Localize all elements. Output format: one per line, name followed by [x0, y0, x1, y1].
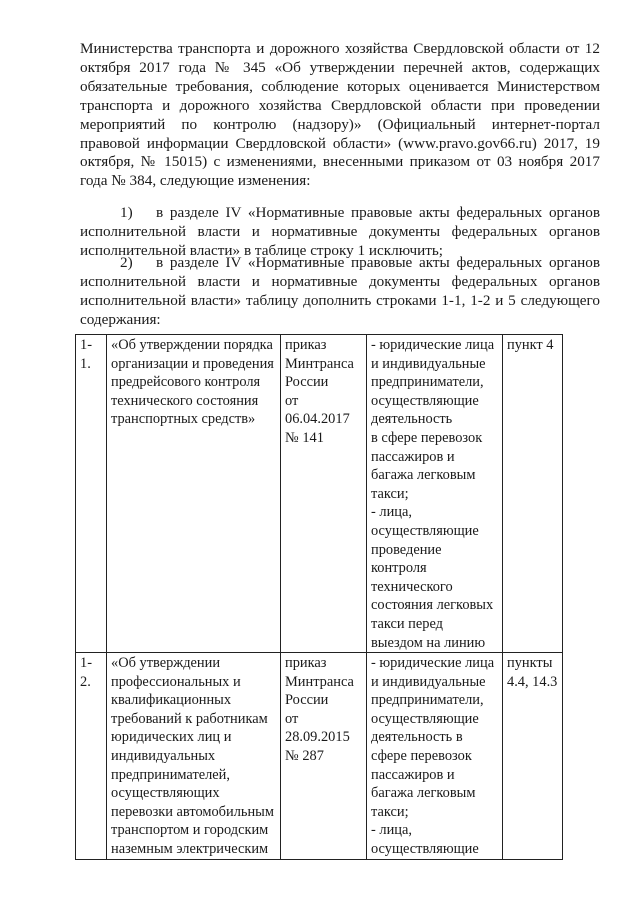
cell-line: проведение [371, 541, 442, 558]
cell-line: требований к работникам [111, 710, 268, 727]
cell-line: юридических лиц и [111, 729, 232, 746]
cell-line: технического состояния [111, 392, 259, 409]
cell-line: осуществляющих [111, 785, 220, 802]
amendment-item-1 [80, 204, 600, 261]
amendment-item-number: 1) [120, 204, 133, 221]
cell-regulated-subjects [367, 653, 503, 860]
table-row [76, 653, 563, 860]
cell-line: организации и проведения [111, 355, 274, 372]
cell-line: 28.09.2015 [285, 729, 350, 746]
cell-line: багажа легковым [371, 467, 476, 484]
cell-line: осуществляющие [371, 710, 479, 727]
cell-line: перевозки автомобильным [111, 803, 274, 820]
cell-line: квалификационных [111, 692, 232, 709]
cell-line: состояния легковых [371, 597, 494, 614]
cell-line: пассажиров и [371, 766, 455, 783]
cell-line: 06.04.2017 [285, 411, 350, 428]
cell-line: такси; [371, 485, 409, 502]
cell-line: России [285, 692, 329, 709]
cell-line: предпринимателей, [111, 766, 230, 783]
cell-line: сфере перевозок [371, 748, 472, 765]
cell-line: № 141 [285, 429, 324, 446]
cell-line: багажа легковым [371, 785, 476, 802]
cell-line: пассажиров и [371, 448, 455, 465]
cell-line: технического [371, 578, 453, 595]
cell-act-details [281, 653, 367, 860]
cell-line: приказ [285, 337, 327, 353]
amendment-item-text: в разделе IV «Нормативные правовые акты федеральных органов исполнительной власти и нормативные документы федеральных органов исполнительной власти» таблицу дополнить строками 1-1, 1-2 и 5 следующего содержания: [80, 254, 600, 328]
cell-line: от [285, 392, 299, 409]
cell-line: индивидуальных [111, 748, 216, 765]
cell-line: приказ [285, 655, 327, 672]
cell-row-number: 1-1. [76, 335, 107, 653]
cell-line: - юридические лица [371, 655, 495, 672]
cell-line: пункт 4 [507, 337, 554, 353]
cell-line: выездом на линию [371, 634, 486, 651]
table-row [76, 335, 563, 653]
amendment-item-text: в разделе IV «Нормативные правовые акты федеральных органов исполнительной власти и нормативные документы федеральных органов исполнительной власти» в таблице строку 1 исключить; [80, 204, 600, 259]
cell-line: транспортом и городским [111, 822, 269, 839]
cell-line: и индивидуальные [371, 355, 486, 372]
cell-line: - лица, [371, 822, 412, 839]
cell-line: «Об утверждении [111, 655, 221, 672]
cell-line: - лица, [371, 504, 412, 521]
cell-line: России [285, 374, 329, 391]
acts-table [75, 334, 563, 860]
amendment-item-2 [80, 254, 600, 330]
cell-line: № 287 [285, 748, 324, 765]
cell-line: предприниматели, [371, 374, 484, 391]
cell-line: контроля [371, 560, 427, 577]
cell-row-number: 1-2. [76, 653, 107, 860]
cell-clauses [503, 653, 563, 860]
cell-regulated-subjects [367, 335, 503, 653]
cell-clauses [503, 335, 563, 653]
cell-line: деятельность в [371, 729, 463, 746]
intro-paragraph: Министерства транспорта и дорожного хозяйства Свердловской области от 12 октября 2017 года № 345 «Об утверждении перечней актов, содержащих обязательные требования, соблюдение которых оценивается Министерством транспорта и дорожного хозяйства Свердловской области при проведении мероприятий по контролю (надзору)» (Официальный интернет-портал правовой информации Свердловской области» (www.pravo.gov66.ru) 2017, 19 октября, № 15015) с изменениями, внесенными приказом от 03 ноября 2017 года № 384, следующие изменения: [80, 40, 600, 190]
cell-line: предприниматели, [371, 692, 484, 709]
cell-line: предрейсового контроля [111, 374, 261, 391]
cell-line: осуществляющие [371, 392, 479, 409]
cell-line: профессиональных и [111, 673, 241, 690]
cell-line: от [285, 710, 299, 727]
cell-act-title [107, 335, 281, 653]
cell-line: транспортных средств» [111, 411, 256, 428]
cell-line: Минтранса [285, 673, 354, 690]
cell-line: пункты [507, 655, 553, 672]
cell-line: - юридические лица [371, 337, 495, 353]
cell-line: осуществляющие [371, 841, 479, 858]
cell-line: «Об утверждении порядка [111, 337, 273, 353]
cell-line: такси перед [371, 615, 443, 632]
cell-line: Минтранса [285, 355, 354, 372]
cell-line: наземным электрическим [111, 841, 269, 858]
amendment-item-number: 2) [120, 254, 133, 271]
cell-line: осуществляющие [371, 522, 479, 539]
cell-line: 4.4, 14.3 [507, 673, 558, 690]
cell-line: в сфере перевозок [371, 429, 483, 446]
cell-line: деятельность [371, 411, 453, 428]
cell-act-details [281, 335, 367, 653]
cell-act-title [107, 653, 281, 860]
cell-line: такси; [371, 803, 409, 820]
cell-line: и индивидуальные [371, 673, 486, 690]
